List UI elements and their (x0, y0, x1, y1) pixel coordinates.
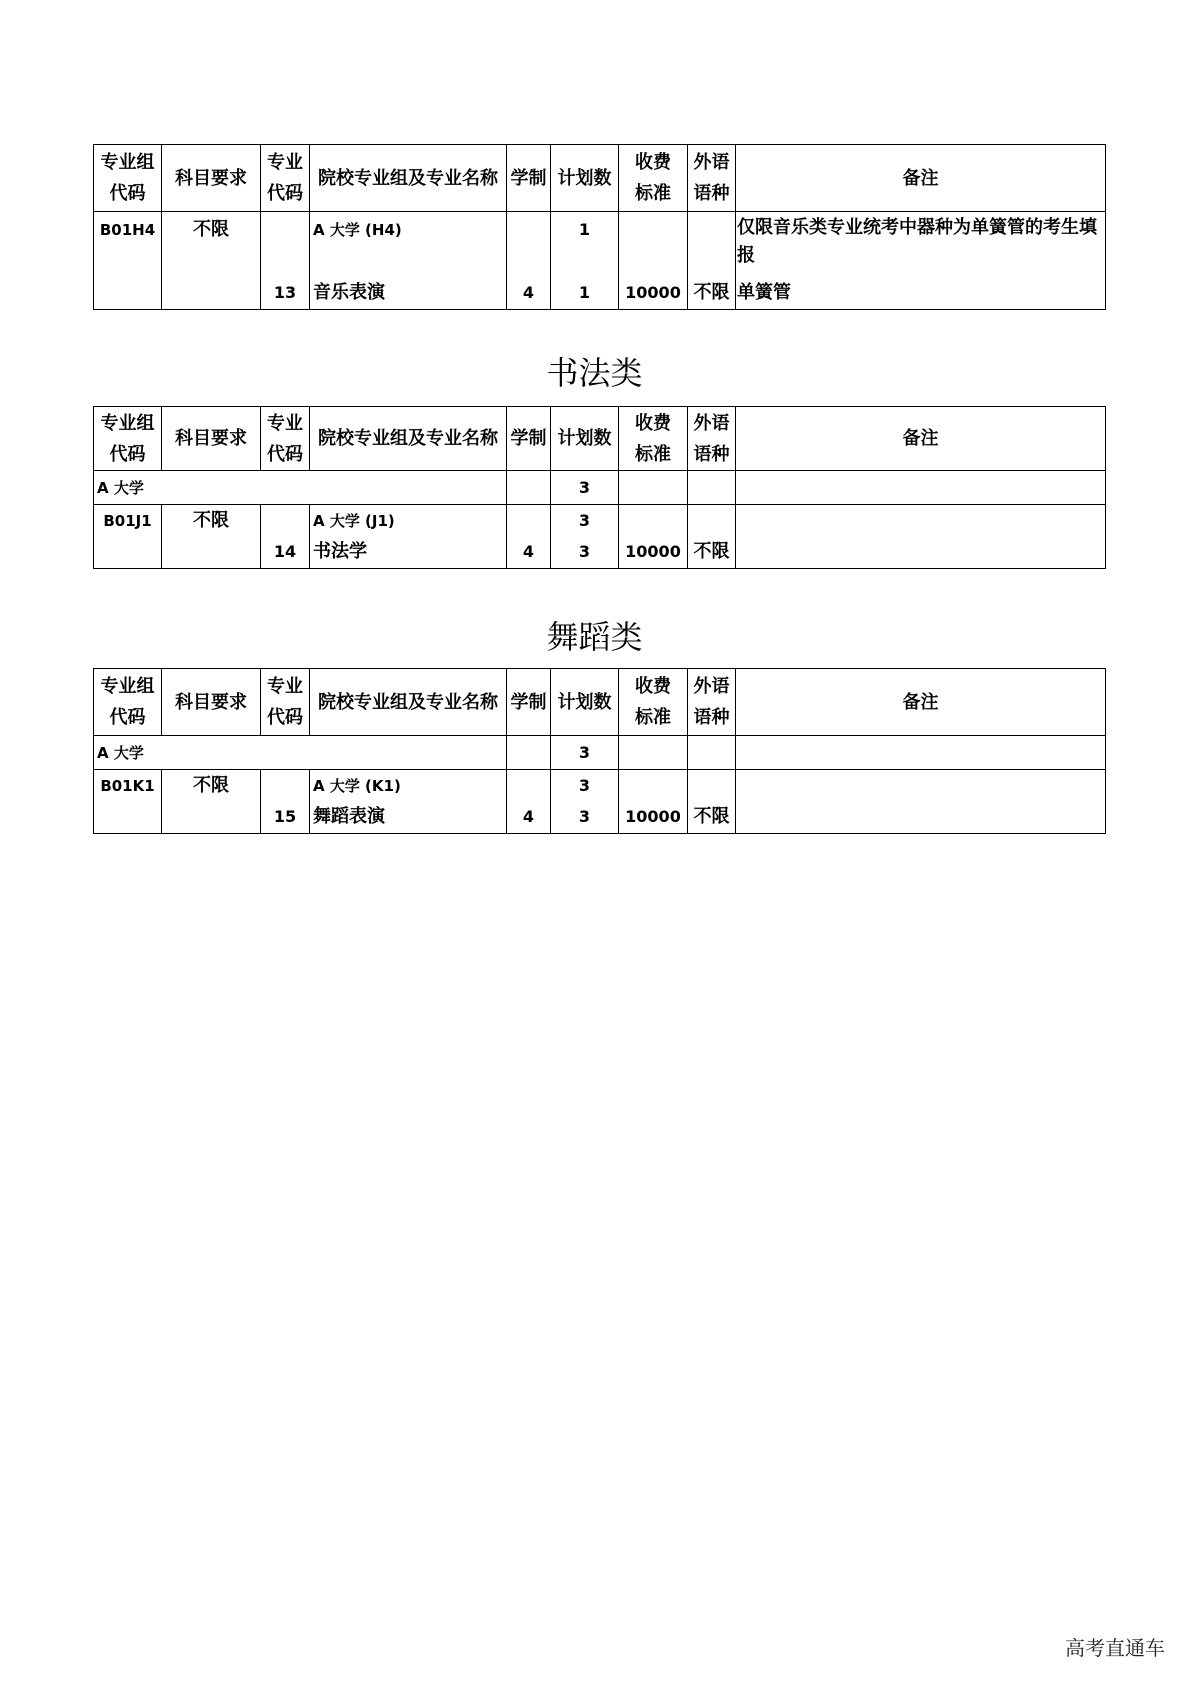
major-name: 舞蹈表演 (310, 802, 507, 834)
subject-req: 不限 (162, 770, 261, 834)
group-plan: 1 (551, 212, 619, 278)
school-plan: 3 (551, 736, 619, 770)
header-group-code: 专业组 代码 (94, 407, 162, 471)
school-name: A 大学 (94, 736, 507, 770)
subject-req: 不限 (162, 212, 261, 310)
header-name: 院校专业组及专业名称 (310, 407, 507, 471)
major-remark (736, 537, 1106, 569)
major-duration: 4 (507, 802, 551, 834)
major-fee: 10000 (619, 802, 688, 834)
group-remark: 仅限音乐类专业统考中器种为单簧管的考生填报 (736, 212, 1106, 278)
table-row-group (94, 770, 1106, 802)
major-remark (736, 802, 1106, 834)
group-code: B01J1 (94, 505, 162, 569)
header-major-code: 专业 代码 (261, 669, 310, 736)
header-major-code: 专业 代码 (261, 407, 310, 471)
header-subject-req: 科目要求 (162, 407, 261, 471)
section-title-dance: 舞蹈类 (546, 618, 643, 656)
table-row-school (94, 471, 1106, 505)
header-plan: 计划数 (551, 407, 619, 471)
major-duration: 4 (507, 278, 551, 310)
header-duration: 学制 (507, 669, 551, 736)
group-code: B01K1 (94, 770, 162, 834)
major-plan: 3 (551, 802, 619, 834)
section-title-calligraphy: 书法类 (546, 354, 643, 392)
table-row-group (94, 212, 1106, 278)
major-code: 15 (261, 802, 310, 834)
header-duration: 学制 (507, 145, 551, 212)
group-code: B01H4 (94, 212, 162, 310)
admission-table-calligraphy (93, 406, 1106, 569)
header-language: 外语 语种 (688, 669, 736, 736)
major-plan: 3 (551, 537, 619, 569)
watermark-footer: 高考直通车 (1065, 1636, 1165, 1660)
header-name: 院校专业组及专业名称 (310, 145, 507, 212)
header-group-code: 专业组 代码 (94, 669, 162, 736)
table-header-row (94, 669, 1106, 736)
major-fee: 10000 (619, 278, 688, 310)
header-remark: 备注 (736, 145, 1106, 212)
header-subject-req: 科目要求 (162, 669, 261, 736)
header-remark: 备注 (736, 669, 1106, 736)
group-name: A 大学 (K1) (310, 770, 507, 802)
header-remark: 备注 (736, 407, 1106, 471)
major-name: 书法学 (310, 537, 507, 569)
school-name: A 大学 (94, 471, 507, 505)
major-plan: 1 (551, 278, 619, 310)
group-name: A 大学 (H4) (310, 212, 507, 278)
header-plan: 计划数 (551, 145, 619, 212)
major-code: 13 (261, 278, 310, 310)
major-name: 音乐表演 (310, 278, 507, 310)
header-fee: 收费 标准 (619, 407, 688, 471)
group-name: A 大学 (J1) (310, 505, 507, 537)
major-remark: 单簧管 (736, 278, 1106, 310)
header-language: 外语 语种 (688, 145, 736, 212)
table-header-row (94, 407, 1106, 471)
header-subject-req: 科目要求 (162, 145, 261, 212)
table-row-school (94, 736, 1106, 770)
header-group-code: 专业组 代码 (94, 145, 162, 212)
group-plan: 3 (551, 505, 619, 537)
header-fee: 收费 标准 (619, 669, 688, 736)
major-code: 14 (261, 537, 310, 569)
header-major-code: 专业 代码 (261, 145, 310, 212)
header-fee: 收费 标准 (619, 145, 688, 212)
table-row-group (94, 505, 1106, 537)
major-language: 不限 (688, 278, 736, 310)
admission-table-dance (93, 668, 1106, 834)
school-plan: 3 (551, 471, 619, 505)
major-language: 不限 (688, 537, 736, 569)
header-plan: 计划数 (551, 669, 619, 736)
major-language: 不限 (688, 802, 736, 834)
admission-table-music (93, 144, 1106, 310)
header-name: 院校专业组及专业名称 (310, 669, 507, 736)
major-duration: 4 (507, 537, 551, 569)
major-fee: 10000 (619, 537, 688, 569)
header-language: 外语 语种 (688, 407, 736, 471)
group-plan: 3 (551, 770, 619, 802)
header-duration: 学制 (507, 407, 551, 471)
table-header-row (94, 145, 1106, 212)
subject-req: 不限 (162, 505, 261, 569)
